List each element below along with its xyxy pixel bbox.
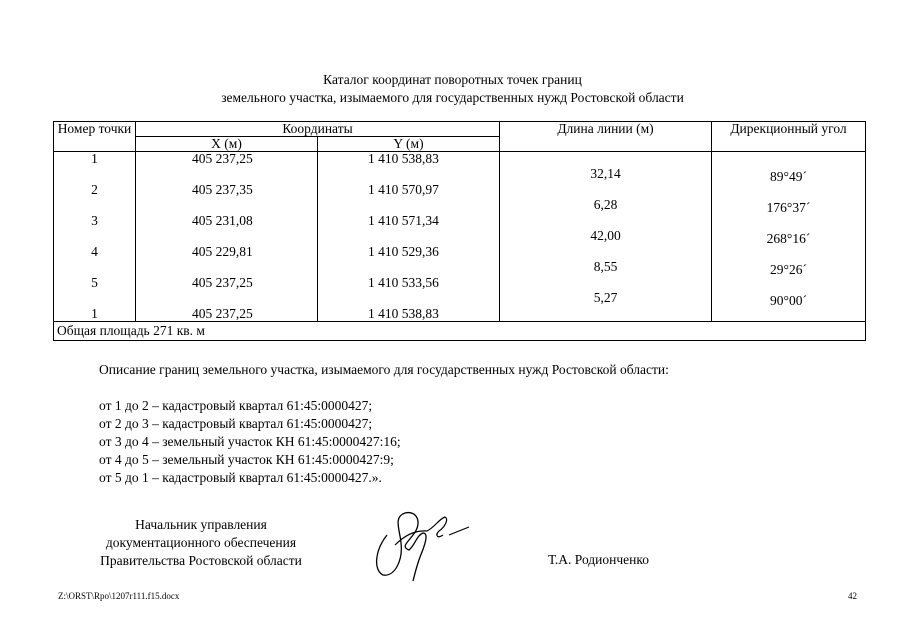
- point-y: 1 410 571,34: [368, 213, 439, 228]
- segment-angle: 89°49´: [770, 169, 807, 184]
- signatory-position: [56, 516, 346, 570]
- segment-angle: 29°26´: [770, 262, 807, 277]
- segment-length: 6,28: [593, 197, 618, 212]
- catalog-title-line1: Каталог координат поворотных точек границ: [323, 72, 582, 87]
- position-line: документационного обеспечения: [105, 535, 297, 550]
- point-x: 405 237,25: [192, 306, 253, 321]
- boundary-line: от 3 до 4 – земельный участок КН 61:45:0000427:16;: [99, 434, 401, 449]
- point-number: 4: [91, 244, 98, 259]
- page-number: 42: [848, 591, 857, 601]
- coordinates-table: [53, 121, 866, 341]
- boundary-line: от 2 до 3 – кадастровый квартал 61:45:0000427;: [99, 416, 373, 431]
- header-coordinates: Координаты: [136, 122, 500, 137]
- point-x: 405 237,35: [192, 182, 253, 197]
- point-y: 1 410 538,83: [368, 151, 439, 166]
- point-y: 1 410 570,97: [368, 182, 439, 197]
- total-area: Общая площадь 271 кв. м: [54, 322, 866, 341]
- point-number: 5: [91, 275, 98, 290]
- file-path: Z:\ORST\Rpo\1207r111.f15.docx: [58, 591, 180, 601]
- point-number: 1: [91, 151, 98, 166]
- boundary-line: от 1 до 2 – кадастровый квартал 61:45:0000427;: [99, 398, 373, 413]
- header-line-length: Длина линии (м): [500, 122, 712, 152]
- point-number: 2: [91, 182, 98, 197]
- header-x: X (м): [136, 137, 318, 152]
- point-x: 405 237,25: [192, 151, 253, 166]
- segment-length: 42,00: [590, 228, 621, 243]
- header-direction-angle: Дирекционный угол: [712, 122, 866, 152]
- segment-angle: 176°37´: [766, 200, 811, 215]
- handwritten-signature: [365, 505, 475, 585]
- description-heading: Описание границ земельного участка, изымаемого для государственных нужд Ростовской области:: [99, 362, 669, 377]
- segment-length: 8,55: [593, 259, 618, 274]
- position-line: Начальник управления: [135, 517, 267, 532]
- position-line: Правительства Ростовской области: [100, 553, 302, 568]
- point-x: 405 229,81: [192, 244, 253, 259]
- segment-angle: 90°00´: [770, 293, 807, 308]
- header-point-number: Номер точки: [54, 122, 136, 152]
- segment-length: 5,27: [593, 290, 618, 305]
- point-y: 1 410 538,83: [368, 306, 439, 321]
- point-x: 405 231,08: [192, 213, 253, 228]
- header-y: Y (м): [318, 137, 500, 152]
- boundary-line: от 5 до 1 – кадастровый квартал 61:45:0000427.».: [99, 470, 382, 485]
- point-number: 1: [91, 306, 98, 321]
- point-x: 405 237,25: [192, 275, 253, 290]
- catalog-title-line2: земельного участка, изымаемого для государственных нужд Ростовской области: [221, 90, 684, 105]
- point-y: 1 410 533,56: [368, 275, 439, 290]
- boundary-line: от 4 до 5 – земельный участок КН 61:45:0000427:9;: [99, 452, 394, 467]
- point-number: 3: [91, 213, 98, 228]
- segment-angle: 268°16´: [766, 231, 811, 246]
- point-y: 1 410 529,36: [368, 244, 439, 259]
- segment-length: 32,14: [590, 166, 621, 181]
- signer-name: Т.А. Родионченко: [548, 552, 649, 567]
